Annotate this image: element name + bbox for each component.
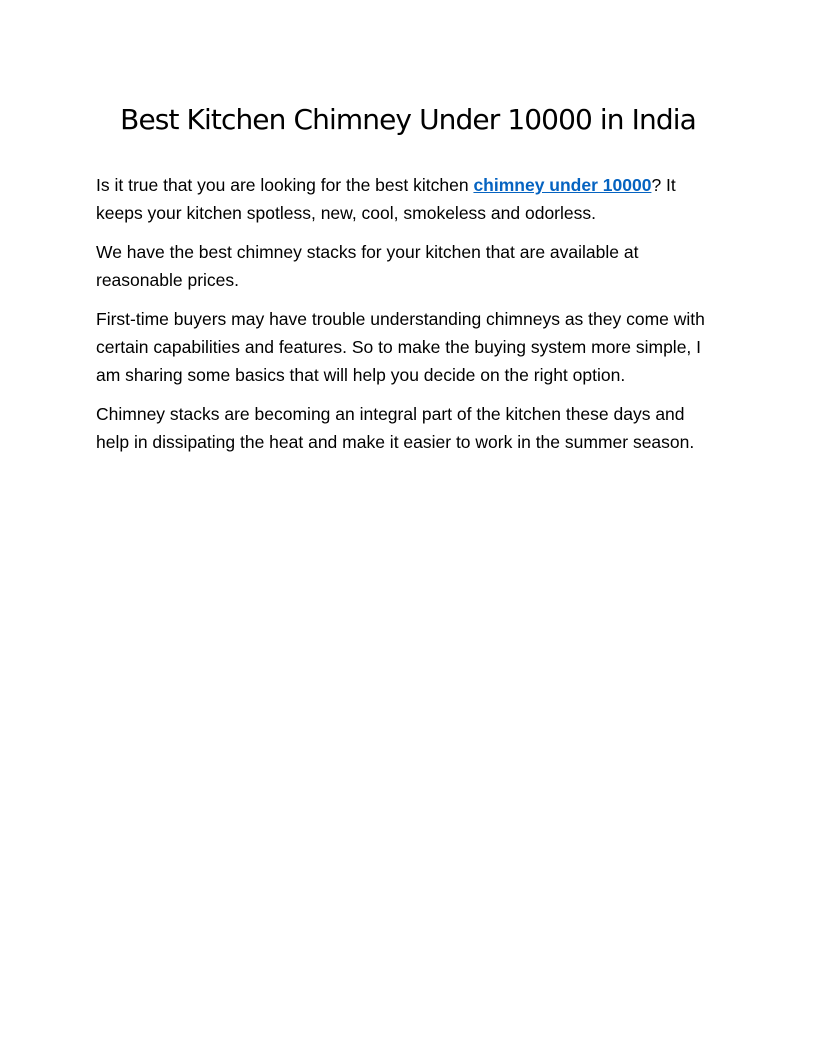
paragraph-integral-part: Chimney stacks are becoming an integral part of the kitchen these days and help in dissipating the heat and make it easier to work in the summer season. <box>96 404 695 452</box>
paragraph-prices: We have the best chimney stacks for your kitchen that are available at reasonable prices. <box>96 242 639 290</box>
paragraph-intro-text-before: Is it true that you are looking for the best kitchen <box>96 175 474 195</box>
paragraph-first-time-buyers: First-time buyers may have trouble understanding chimneys as they come with certain capabilities and features. So to make the buying system more simple, I am sharing some basics that will help you decide on the right option. <box>96 309 705 385</box>
document-title: Best Kitchen Chimney Under 10000 in India <box>120 103 696 136</box>
chimney-under-10000-link[interactable]: chimney under 10000 <box>473 175 652 195</box>
paragraph-intro-text-after: ? It keeps your kitchen spotless, new, cool, smokeless and odorless. <box>96 175 676 223</box>
paragraph-intro <box>96 171 720 227</box>
document-body <box>96 171 720 467</box>
